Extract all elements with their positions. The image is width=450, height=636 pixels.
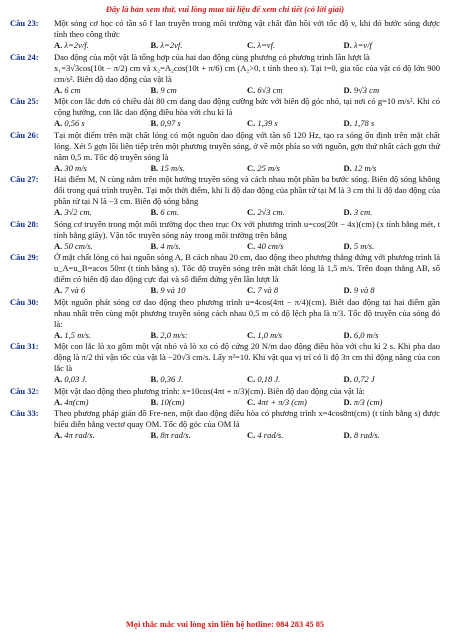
option-letter: D. [343,430,352,440]
answer-option [247,397,344,408]
option-letter: B. [150,162,159,173]
option-text: 5 m/s. [353,240,375,251]
answer-option [54,118,151,129]
answer-option [247,241,344,252]
option-text: λ=v/f [353,40,372,50]
option-text: 7 và 8 [257,285,279,295]
option-letter: B. [150,374,159,384]
answer-option [344,430,441,441]
option-letter: A. [54,396,63,407]
option-text: 25 m/s [257,162,280,173]
answer-option [151,207,248,218]
answer-option [54,207,151,218]
question-item [10,252,440,296]
question-body [54,18,440,51]
answer-option [54,241,151,252]
question-text: Sóng cơ truyền trong một môi trường dọc theo trục Ox với phương trình u=cos(20t − 4x)(cm) (x tính bằng mét, t tính bằng giây). Vận tốc truyền sóng này trong môi trường trên bằng [54,218,440,240]
answer-option [54,330,151,341]
option-text: 1,0 m/s [257,329,282,340]
question-item [10,174,440,218]
option-letter: C. [247,430,256,440]
option-letter: D. [343,396,352,407]
answer-option [247,430,344,441]
answer-option [54,163,151,174]
question-body [54,219,440,252]
option-letter: A. [54,118,63,128]
answer-options [54,163,440,174]
option-text: 0,97 s [160,118,181,128]
option-letter: A. [54,207,63,217]
answer-option [151,330,248,341]
answer-option [247,85,344,96]
option-letter: A. [54,84,63,95]
answer-option [54,85,151,96]
option-text: 1,78 s [353,118,375,128]
answer-option [344,397,441,408]
answer-option [151,374,248,385]
option-letter: C. [247,118,256,128]
option-letter: A. [54,374,63,384]
option-letter: D. [343,240,352,251]
question-text: Dao động của một vật là tổng hợp của hai dao động cùng phương có phương trình lần lượt là [54,51,370,62]
option-letter: B. [150,396,159,407]
answer-option [151,163,248,174]
answer-option [151,241,248,252]
question-number: Câu 28: [10,218,39,229]
option-text: 15 m/s. [160,162,185,173]
answer-options [54,85,440,96]
question-text: Theo phương pháp giản đồ Fre-nen, một dao động điều hòa có phương trình x=4cos8πt(cm) (t tính bằng s) được biểu diễn bằng vectơ quay OM. Tốc độ góc của OM là [54,408,440,429]
option-text: 6 cm. [160,207,179,217]
hotline-footer: Mọi thắc mắc vui lòng xin liên hệ hotline: 084 283 45 85 [125,620,325,629]
option-text: π/3 (cm) [353,396,383,407]
option-text: 2√3 cm. [257,207,285,217]
question-number: Câu 33: [10,408,39,418]
answer-options [54,40,440,51]
option-letter: B. [150,285,159,295]
option-letter: D. [343,162,352,173]
option-letter: B. [150,84,159,95]
answer-option [344,207,441,218]
option-text: 6√3 cm [257,84,283,95]
option-letter: D. [343,84,352,95]
question-number: Câu 23: [10,18,39,28]
answer-options [54,430,440,441]
question-item [10,341,440,385]
question-number: Câu 24: [10,51,39,62]
answer-option [247,40,344,51]
option-text: λ=vf. [257,40,276,50]
question-item [10,18,440,51]
option-letter: A. [54,162,63,173]
option-text: 4π rad/s. [64,430,95,440]
answer-option [54,374,151,385]
answer-option [247,285,344,296]
answer-option [54,430,151,441]
question-text: Một nguồn phát sóng cơ dao động theo phương trình u=4cos(4πt − π/4)(cm). Biết dao động tại hai điểm gần nhau nhất trên cùng một phương truyền sóng cách nhau 0,5 m có độ lệch pha là π/3. Tốc độ truyền của sóng đó là: [54,296,440,329]
option-letter: C. [247,285,256,295]
option-text: 4 m/s. [160,240,181,251]
option-text: 9 và 8 [353,285,375,295]
question-text: Một con lắc lò xo gồm một vật nhỏ và lò xo có độ cứng 20 N/m dao động điều hòa với chu kì 2 s. Khi pha dao động là π/2 thì vận tốc của vật là −20√3 cm/s. Lấy π²=10. Khi vật qua vị trí có li độ 3π cm thì động năng của con lắc là [54,341,440,373]
option-letter: B. [150,40,159,50]
option-text: 2,0 m/s: [160,329,188,340]
answer-option [54,397,151,408]
answer-option [344,374,441,385]
answer-option [151,85,248,96]
option-letter: C. [247,240,256,251]
answer-option [344,285,441,296]
option-letter: D. [343,374,352,384]
option-letter: C. [247,40,256,50]
option-letter: A. [54,240,63,251]
answer-options [54,374,440,385]
option-letter: B. [150,430,159,440]
question-body [54,386,440,408]
question-text: Ở mặt chất lỏng có hai nguồn sóng A, B cách nhau 20 cm, dao động theo phương thẳng đứng với phương trình là u_A=u_B=acos 50πt (t tính bằng s). Tốc độ truyền sóng trên mặt chất lỏng là 1,5 m/s. Trên đoạn thẳng AB, số điểm có biên độ dao động cực đại và số điểm đứng yên lần lượt là [54,252,440,284]
option-letter: B. [150,240,159,251]
question-item [10,219,440,252]
question-item [10,96,440,129]
option-text: 8 rad/s. [353,430,380,440]
option-letter: A. [54,430,63,440]
answer-option [247,207,344,218]
answer-option [54,285,151,296]
question-text: Tại một điểm trên mặt chất lỏng có một nguồn dao động với tần số 120 Hz, tạo ra sóng ổn định trên mặt chất lỏng. Xét 5 gợn lồi liên tiếp trên một phương truyền sóng, ở về một phía so với nguồn, gợn thứ nhất cách gợn thứ năm 0,5 m. Tốc độ truyền sóng là [54,129,440,162]
question-number: Câu 29: [10,252,39,262]
question-body [54,96,440,129]
question-item [10,386,440,408]
option-letter: A. [54,40,63,50]
option-text: 0,18 J. [257,374,281,384]
option-letter: D. [343,207,352,217]
option-text: 8π rad/s. [160,430,191,440]
question-text: Hai điểm M, N cùng nằm trên một hướng truyền sóng và cách nhau một phần ba bước sóng. Biên độ sóng không đổi trong quá trình truyền. Tại một thời điểm, khi li độ dao động của phần tử tại M là 3 cm thì li độ dao động của phần tử tại N là −3 cm. Biên độ sóng bằng [54,174,440,206]
answer-option [151,40,248,51]
question-text: Một con lắc đơn có chiều dài 80 cm dang dao động cưỡng bức với biên độ góc nhỏ, tại nơi có g=10 m/s². Khi có cộng hưởng, con lắc dao động điều hòa với chu kì là [54,96,440,117]
question-body [54,297,440,341]
preview-banner: Đây là bản xem thử, vui lòng mua tài liệu để xem chi tiết (có lời giải) [105,5,345,14]
option-letter: D. [343,285,352,295]
question-item [10,408,440,441]
option-letter: C. [247,374,256,384]
option-letter: D. [343,118,352,128]
question-number: Câu 26: [10,129,39,140]
option-text: 0,03 J. [64,374,88,384]
question-number: Câu 31: [10,341,39,351]
option-letter: A. [54,329,63,340]
option-text: 10(cm) [160,396,185,407]
answer-option [151,285,248,296]
option-letter: D. [343,329,352,340]
option-text: 9 cm [160,84,177,95]
answer-options [54,285,440,296]
option-letter: A. [54,285,63,295]
question-body [54,341,440,385]
option-text: λ=2v/f. [64,40,89,50]
answer-options [54,118,440,129]
answer-options [54,397,440,408]
question-number: Câu 25: [10,96,39,106]
option-text: 0,72 J [353,374,375,384]
option-letter: C. [247,162,256,173]
question-body [54,130,440,174]
option-letter: C. [247,329,256,340]
answer-option [344,40,441,51]
question-body [54,174,440,218]
option-letter: B. [150,207,159,217]
question-item [10,52,440,96]
answer-option [247,163,344,174]
option-text: 0,36 J. [160,374,184,384]
option-text: 50 cm/s. [64,240,93,251]
answer-option [151,430,248,441]
answer-option [344,163,441,174]
option-letter: B. [150,329,159,340]
question-text: x₁=3√3cos(10t − π/2) cm và x₂=A₂cos(10t + π/6) cm (A₂>0, t tính theo s). Tại t=0, gia tốc của vật có độ lớn 900 cm/s². Biên độ dao động của vật là [54,62,440,84]
option-letter: D. [343,40,352,50]
option-text: 12 m/s [353,162,377,173]
option-text: 1,39 s [257,118,278,128]
question-item [10,130,440,174]
option-text: λ=2vf. [160,40,183,50]
option-text: 3√2 cm. [64,207,92,217]
option-text: 3 cm. [353,207,373,217]
question-body [54,408,440,441]
answer-options [54,330,440,341]
answer-option [344,85,441,96]
question-body [54,52,440,96]
question-body [54,252,440,296]
option-letter: C. [247,84,256,95]
answer-options [54,207,440,218]
question-text: Một vật dao động theo phương trình: x=10cos(4πt + π/3)(cm). Biên độ dao động của vật là: [54,385,365,396]
option-text: 6,0 m/s [353,329,379,340]
answer-option [247,118,344,129]
option-text: 9 và 10 [160,285,186,295]
answer-option [344,241,441,252]
option-letter: C. [247,207,256,217]
question-list [10,18,440,441]
answer-option [344,330,441,341]
question-text: Một sóng cơ học có tần số f lan truyền trong môi trường vật chất đàn hồi với tốc độ v, khi đó bước sóng được tính theo công thức [54,18,440,39]
question-item [10,297,440,341]
answer-option [247,330,344,341]
answer-option [344,118,441,129]
option-text: 7 và 6 [64,285,86,295]
option-text: 30 m/s [64,162,87,173]
option-text: 9√3 cm [353,84,380,95]
option-letter: C. [247,396,256,407]
question-number: Câu 32: [10,385,39,396]
answer-option [151,118,248,129]
option-text: 6 cm [64,84,81,95]
question-number: Câu 27: [10,174,39,184]
answer-option [54,40,151,51]
answer-option [247,374,344,385]
answer-options [54,241,440,252]
option-text: 0,56 s [64,118,85,128]
question-number: Câu 30: [10,296,39,307]
option-text: 4 rad/s. [257,430,284,440]
option-text: 4π(cm) [64,396,89,407]
option-text: 40 cm/s [257,240,284,251]
option-text: 1,5 m/s. [64,329,92,340]
option-letter: B. [150,118,159,128]
answer-option [151,397,248,408]
option-text: 4πt + π/3 (cm) [257,396,307,407]
